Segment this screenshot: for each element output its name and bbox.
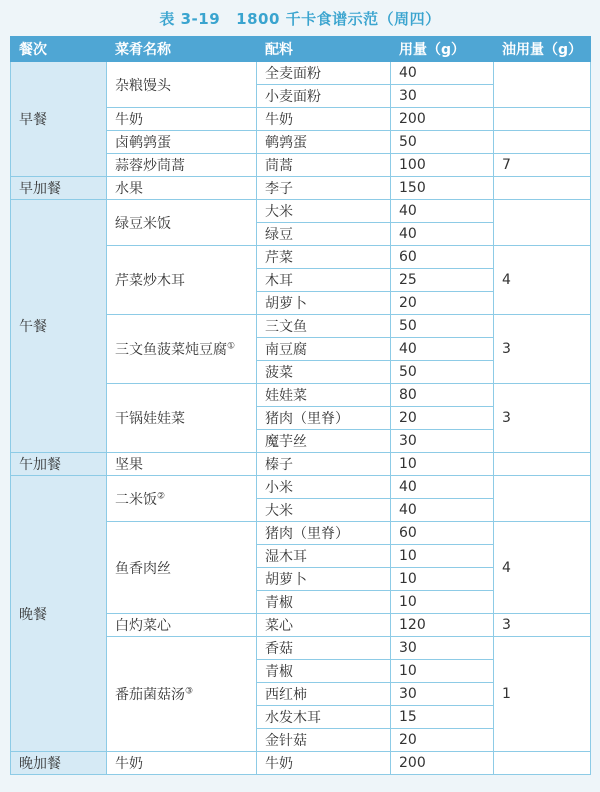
ingredient-cell: 牛奶 bbox=[257, 752, 391, 775]
ingredient-cell: 胡萝卜 bbox=[257, 292, 391, 315]
ingredient-cell: 鹌鹑蛋 bbox=[257, 131, 391, 154]
table-row bbox=[11, 752, 591, 775]
ingredient-cell: 三文鱼 bbox=[257, 315, 391, 338]
dish-cell: 卤鹌鹑蛋 bbox=[107, 131, 257, 154]
oil-cell: 3 bbox=[494, 614, 591, 637]
dish-cell: 蒜蓉炒茼蒿 bbox=[107, 154, 257, 177]
amount-cell: 10 bbox=[391, 591, 494, 614]
amount-cell: 30 bbox=[391, 637, 494, 660]
table-row bbox=[11, 476, 591, 499]
ingredient-cell: 大米 bbox=[257, 200, 391, 223]
amount-cell: 40 bbox=[391, 200, 494, 223]
oil-cell bbox=[494, 476, 591, 522]
oil-cell bbox=[494, 177, 591, 200]
ingredient-cell: 李子 bbox=[257, 177, 391, 200]
oil-cell bbox=[494, 752, 591, 775]
dish-name: 三文鱼菠菜炖豆腐 bbox=[115, 342, 227, 358]
amount-cell: 40 bbox=[391, 62, 494, 85]
ingredient-cell: 西红柿 bbox=[257, 683, 391, 706]
dish-cell: 坚果 bbox=[107, 453, 257, 476]
amount-cell: 200 bbox=[391, 108, 494, 131]
amount-cell: 40 bbox=[391, 223, 494, 246]
amount-cell: 20 bbox=[391, 292, 494, 315]
dish-cell: 牛奶 bbox=[107, 752, 257, 775]
table-row bbox=[11, 453, 591, 476]
footnote-marker: ③ bbox=[185, 686, 194, 697]
table-title bbox=[0, 8, 600, 29]
meal-cell: 晚加餐 bbox=[11, 752, 107, 775]
dish-cell: 牛奶 bbox=[107, 108, 257, 131]
ingredient-cell: 芹菜 bbox=[257, 246, 391, 269]
dish-cell bbox=[107, 476, 257, 522]
dish-cell: 绿豆米饭 bbox=[107, 200, 257, 246]
dish-cell: 杂粮馒头 bbox=[107, 62, 257, 108]
meal-cell: 午加餐 bbox=[11, 453, 107, 476]
oil-cell: 3 bbox=[494, 384, 591, 453]
ingredient-cell: 胡萝卜 bbox=[257, 568, 391, 591]
meal-plan-table bbox=[10, 36, 591, 775]
meal-cell: 晚餐 bbox=[11, 476, 107, 752]
ingredient-cell: 娃娃菜 bbox=[257, 384, 391, 407]
oil-cell bbox=[494, 200, 591, 246]
dish-name: 二米饭 bbox=[115, 491, 157, 508]
ingredient-cell: 全麦面粉 bbox=[257, 62, 391, 85]
dish-cell bbox=[107, 315, 257, 384]
oil-cell bbox=[494, 62, 591, 108]
amount-cell: 25 bbox=[391, 269, 494, 292]
amount-cell: 15 bbox=[391, 706, 494, 729]
amount-cell: 200 bbox=[391, 752, 494, 775]
amount-cell: 50 bbox=[391, 131, 494, 154]
oil-cell: 4 bbox=[494, 246, 591, 315]
dish-cell: 鱼香肉丝 bbox=[107, 522, 257, 614]
ingredient-cell: 南豆腐 bbox=[257, 338, 391, 361]
amount-cell: 150 bbox=[391, 177, 494, 200]
dish-cell bbox=[107, 637, 257, 752]
header-amount: 用量（g） bbox=[391, 37, 494, 62]
ingredient-cell: 大米 bbox=[257, 499, 391, 522]
header-meal: 餐次 bbox=[11, 37, 107, 62]
amount-cell: 60 bbox=[391, 522, 494, 545]
ingredient-cell: 牛奶 bbox=[257, 108, 391, 131]
oil-cell: 4 bbox=[494, 522, 591, 614]
ingredient-cell: 魔芋丝 bbox=[257, 430, 391, 453]
amount-cell: 80 bbox=[391, 384, 494, 407]
header-ingredient: 配料 bbox=[257, 37, 391, 62]
oil-cell: 7 bbox=[494, 154, 591, 177]
dish-cell: 芹菜炒木耳 bbox=[107, 246, 257, 315]
ingredient-cell: 湿木耳 bbox=[257, 545, 391, 568]
table-header-row bbox=[11, 37, 591, 62]
amount-cell: 50 bbox=[391, 361, 494, 384]
amount-cell: 10 bbox=[391, 453, 494, 476]
oil-cell bbox=[494, 453, 591, 476]
oil-cell bbox=[494, 108, 591, 131]
ingredient-cell: 金针菇 bbox=[257, 729, 391, 752]
oil-cell: 3 bbox=[494, 315, 591, 384]
ingredient-cell: 猪肉（里脊） bbox=[257, 522, 391, 545]
dish-cell: 水果 bbox=[107, 177, 257, 200]
amount-cell: 40 bbox=[391, 476, 494, 499]
table-number: 表 3-19 bbox=[159, 10, 221, 28]
ingredient-cell: 木耳 bbox=[257, 269, 391, 292]
amount-cell: 10 bbox=[391, 568, 494, 591]
header-dish: 菜肴名称 bbox=[107, 37, 257, 62]
table-row bbox=[11, 177, 591, 200]
amount-cell: 10 bbox=[391, 660, 494, 683]
amount-cell: 30 bbox=[391, 683, 494, 706]
header-oil: 油用量（g） bbox=[494, 37, 591, 62]
oil-cell: 1 bbox=[494, 637, 591, 752]
ingredient-cell: 绿豆 bbox=[257, 223, 391, 246]
ingredient-cell: 猪肉（里脊） bbox=[257, 407, 391, 430]
oil-cell bbox=[494, 131, 591, 154]
ingredient-cell: 青椒 bbox=[257, 660, 391, 683]
ingredient-cell: 菜心 bbox=[257, 614, 391, 637]
ingredient-cell: 茼蒿 bbox=[257, 154, 391, 177]
footnote-marker: ② bbox=[157, 490, 166, 501]
amount-cell: 30 bbox=[391, 85, 494, 108]
ingredient-cell: 小麦面粉 bbox=[257, 85, 391, 108]
amount-cell: 50 bbox=[391, 315, 494, 338]
meal-cell: 早加餐 bbox=[11, 177, 107, 200]
ingredient-cell: 水发木耳 bbox=[257, 706, 391, 729]
ingredient-cell: 小米 bbox=[257, 476, 391, 499]
table-title-text: 1800 千卡食谱示范（周四） bbox=[236, 10, 441, 28]
dish-cell: 干锅娃娃菜 bbox=[107, 384, 257, 453]
ingredient-cell: 青椒 bbox=[257, 591, 391, 614]
ingredient-cell: 榛子 bbox=[257, 453, 391, 476]
amount-cell: 40 bbox=[391, 499, 494, 522]
amount-cell: 30 bbox=[391, 430, 494, 453]
amount-cell: 20 bbox=[391, 729, 494, 752]
amount-cell: 10 bbox=[391, 545, 494, 568]
footnote-marker: ① bbox=[227, 341, 236, 352]
meal-cell: 午餐 bbox=[11, 200, 107, 453]
ingredient-cell: 香菇 bbox=[257, 637, 391, 660]
amount-cell: 120 bbox=[391, 614, 494, 637]
amount-cell: 60 bbox=[391, 246, 494, 269]
table-row bbox=[11, 200, 591, 223]
table-row bbox=[11, 62, 591, 85]
dish-name: 番茄菌菇汤 bbox=[115, 687, 185, 703]
amount-cell: 100 bbox=[391, 154, 494, 177]
meal-cell: 早餐 bbox=[11, 62, 107, 177]
dish-cell: 白灼菜心 bbox=[107, 614, 257, 637]
amount-cell: 20 bbox=[391, 407, 494, 430]
ingredient-cell: 菠菜 bbox=[257, 361, 391, 384]
amount-cell: 40 bbox=[391, 338, 494, 361]
